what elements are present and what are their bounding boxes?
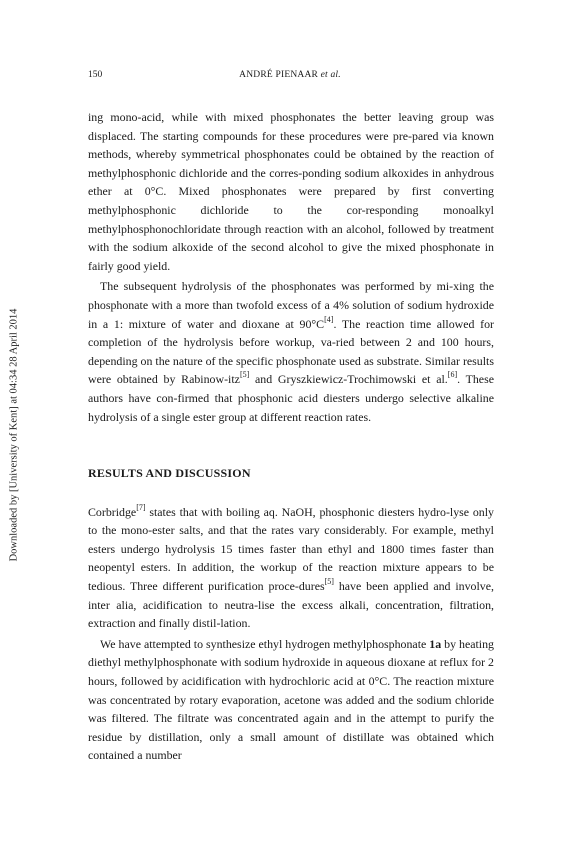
- paragraph-2: [88, 277, 494, 426]
- paragraph-2-text-b: . The reaction time allowed for completion of the hydrolysis before workup, va-ried between 2 and 100 hours, depending on the nature of the specific phosphonate used as substrate. Similar results were obtained by Rabinow-itz: [88, 316, 494, 387]
- paragraph-2-text-d: . These authors have con-firmed that phosphonic acid diesters undergo selective alkaline hydrolysis of a single ester group at different reaction rates.: [88, 372, 494, 424]
- paragraph-4: [88, 635, 494, 765]
- citation-ref-5-b: [5]: [324, 577, 334, 587]
- citation-ref-7: [7]: [136, 502, 146, 512]
- citation-ref-5: [5]: [239, 370, 250, 380]
- article-body: [88, 108, 494, 765]
- download-watermark-text: Downloaded by [University of Kent] at 04:34 28 April 2014: [8, 308, 20, 562]
- paragraph-3-text-a: Corbridge: [88, 504, 137, 519]
- compound-label: 1a: [429, 636, 442, 651]
- paragraph-1: ing mono-acid, while with mixed phosphonates the better leaving group was displaced. The starting compounds for these procedures were pre-pared via known methods, whereby symmetrical phosphonates could be obtained by the reaction of methylphosphonic dichloride and the corres-ponding sodium alkoxides in anhydrous ether at 0°C. Mixed phosphonates were prepared by first converting methylphosphonic dichloride to the cor-responding monoalkyl methylphosphonochloridate through reaction with an alcohol, followed by treatment with the sodium alkoxide of the second alcohol to give the mixed phosphonate in fairly good yield.: [88, 110, 494, 273]
- citation-ref-6: [6]: [447, 370, 458, 380]
- section-heading: RESULTS AND DISCUSSION: [88, 466, 251, 481]
- page-header: [88, 70, 492, 86]
- paragraph-2-text-a: The subsequent hydrolysis of the phosphonates was performed by mi-xing the phosphonate with a more than twofold excess of a 4% solution of sodium hydroxide in a 1: mixture of water and dioxane at 90°C: [88, 279, 494, 331]
- paragraph-3-text-b: states that with boiling aq. NaOH, phosphonic diesters hydro-lyse only to the mono-ester salts, and that the rates vary considerably. For example, methyl esters undergo hydrolysis 15 times faster than ethyl and 1800 times faster than neopentyl esters. In addition, the workup of the reaction mixture appears to be tedious. Three different purification proce-dures: [88, 504, 494, 594]
- download-watermark: [4, 240, 24, 630]
- running-head-author: ANDRÉ PIENAAR: [239, 70, 319, 80]
- paragraph-3-text-c: have been applied and involve, inter alia, acidification to neutra-lise the excess alkali, concentration, filtration, extraction and finally distil-lation.: [88, 579, 495, 631]
- citation-ref-4: [4]: [324, 314, 334, 324]
- running-head-etal: et al.: [320, 70, 341, 80]
- running-head: [88, 70, 492, 80]
- page-number: 150: [88, 70, 103, 80]
- paragraph-3: [88, 503, 494, 633]
- paragraph-2-text-c: and Gryszkiewicz-Trochimowski et al.: [249, 372, 448, 387]
- paragraph-4-text-b: by heating diethyl methylphosphonate with sodium hydroxide in aqueous dioxane at reflux for 2 hours, followed by acidification with hydrochloric acid at 0°C. The reaction mixture was concentrated by rotary evaporation, acetone was added and the sodium chloride was filtered. The filtrate was concentrated again and in the attempt to purify the residue by distillation, only a small amount of distillate was obtained which contained a number: [88, 636, 494, 763]
- paragraph-4-text-a: We have attempted to synthesize ethyl hydrogen methylphosphonate: [100, 636, 430, 651]
